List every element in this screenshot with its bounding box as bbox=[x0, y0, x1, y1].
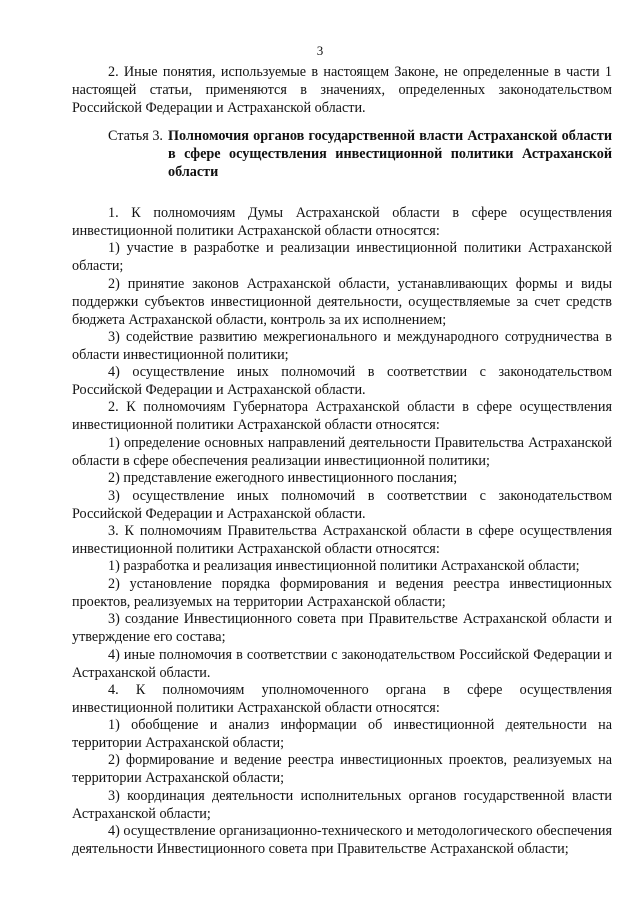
page-number: 3 bbox=[316, 43, 324, 58]
article-label: Статья 3. bbox=[108, 128, 163, 144]
intro-paragraph: 2. Иные понятия, используемые в настоящем Законе, не определенные в части 1 настоящей статьи, применяются в значениях, определенных законодательством Российской Федерации и Астраханской области. bbox=[72, 64, 612, 116]
paragraph: 2. К полномочиям Губернатора Астраханской области в сфере осуществления инвестиционной политики Астраханской области относятся: bbox=[72, 399, 612, 433]
paragraph: 3. К полномочиям Правительства Астраханской области в сфере осуществления инвестиционной политики Астраханской области относятся: bbox=[72, 523, 612, 557]
paragraph: 1) разработка и реализация инвестиционной политики Астраханской области; bbox=[108, 558, 580, 574]
paragraph: 4) осуществление организационно-технического и методологического обеспечения деятельности Инвестиционного совета при Правительстве Астраханской области; bbox=[72, 823, 612, 857]
paragraph: 2) представление ежегодного инвестиционного послания; bbox=[108, 470, 458, 486]
paragraph: 4. К полномочиям уполномоченного органа в сфере осуществления инвестиционной политики Астраханской области относятся: bbox=[72, 682, 612, 716]
paragraph: 3) координация деятельности исполнительных органов государственной власти Астраханской области; bbox=[72, 788, 612, 822]
paragraph: 3) создание Инвестиционного совета при Правительстве Астраханской области и утверждение его состава; bbox=[72, 611, 612, 645]
paragraph: 4) иные полномочия в соответствии с законодательством Российской Федерации и Астраханской области. bbox=[72, 647, 612, 681]
paragraph: 2) установление порядка формирования и ведения реестра инвестиционных проектов, реализуемых на территории Астраханской области; bbox=[72, 576, 612, 610]
paragraph: 1) участие в разработке и реализации инвестиционной политики Астраханской области; bbox=[72, 240, 612, 274]
paragraph: 3) содействие развитию межрегионального и международного сотрудничества в области инвестиционной политики; bbox=[72, 329, 612, 363]
article-title: Полномочия органов государственной власти Астраханской области в сфере осуществления инвестиционной политики Астраханской области bbox=[168, 128, 612, 180]
paragraph: 1) определение основных направлений деятельности Правительства Астраханской области в сфере обеспечения реализации инвестиционной политики; bbox=[72, 435, 612, 469]
paragraph: 2) формирование и ведение реестра инвестиционных проектов, реализуемых на территории Астраханской области; bbox=[72, 752, 612, 786]
paragraph: 2) принятие законов Астраханской области, устанавливающих формы и виды поддержки субъектов инвестиционной деятельности, осуществляемые за счет средств бюджета Астраханской области, контроль за их исполнением; bbox=[72, 276, 612, 328]
paragraph: 4) осуществление иных полномочий в соответствии с законодательством Российской Федерации и Астраханской области. bbox=[72, 364, 612, 398]
paragraph: 3) осуществление иных полномочий в соответствии с законодательством Российской Федерации и Астраханской области. bbox=[72, 488, 612, 522]
paragraph: 1) обобщение и анализ информации об инвестиционной деятельности на территории Астраханской области; bbox=[72, 717, 612, 751]
paragraph: 1. К полномочиям Думы Астраханской области в сфере осуществления инвестиционной политики Астраханской области относятся: bbox=[72, 205, 612, 239]
